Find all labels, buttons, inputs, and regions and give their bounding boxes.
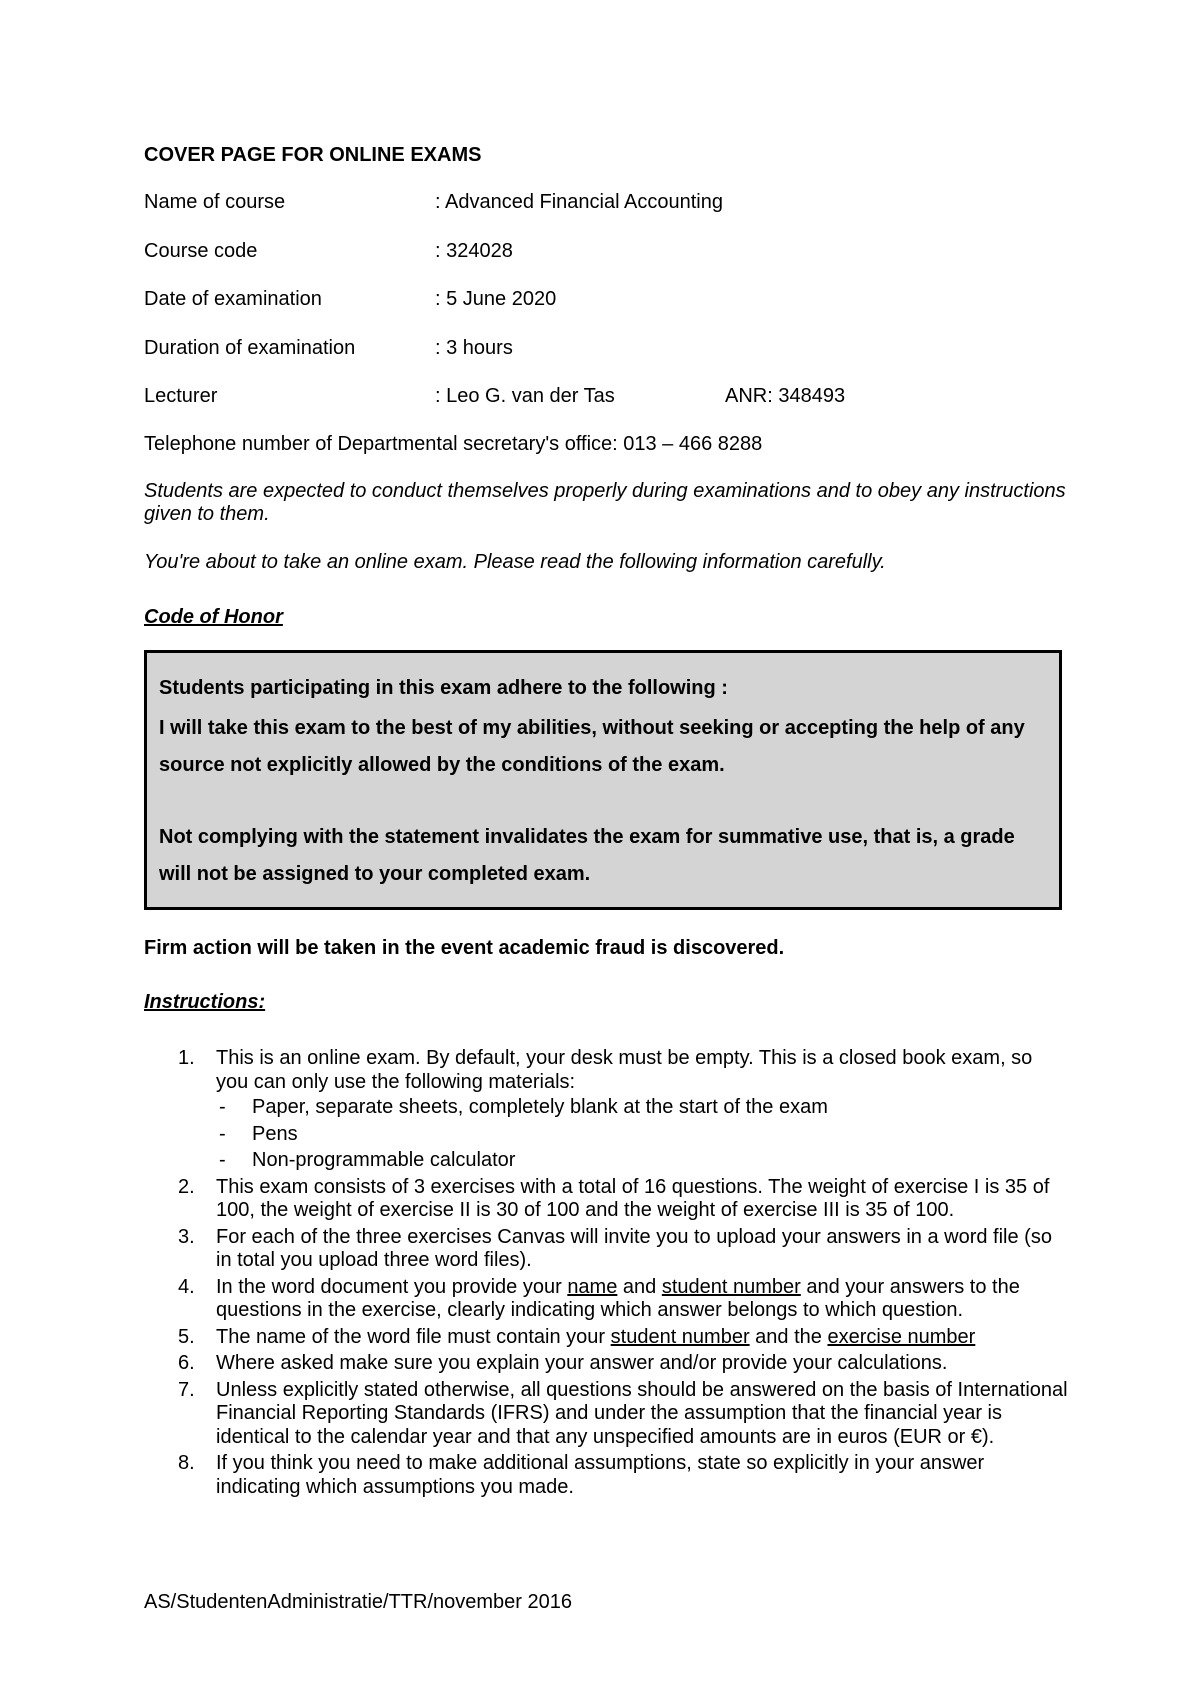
firm-action-notice: Firm action will be taken in the event academic fraud is discovered. <box>144 937 785 959</box>
instruction-item <box>144 1276 1069 1323</box>
read-carefully-notice: You're about to take an online exam. Please read the following information carefully. <box>144 551 886 573</box>
honor-pledge: I will take this exam to the best of my abilities, without seeking or accepting the help of any source not explicitly allowed by the conditions of the exam. <box>159 717 1025 776</box>
footer-reference: AS/StudentenAdministratie/TTR/november 2016 <box>144 1591 572 1613</box>
instruction-text: In the word document you provide your <box>216 1275 568 1298</box>
exam-duration-label: Duration of examination <box>144 336 356 359</box>
underlined-term: exercise number <box>827 1325 976 1348</box>
instructions-list <box>144 1047 1069 1499</box>
instruction-number: 1. <box>178 1047 195 1069</box>
instruction-text: and your answers to the questions in the exercise, clearly indicating which answer belongs to which question. <box>216 1275 1020 1321</box>
underlined-term: name <box>567 1275 618 1298</box>
course-name-label: Name of course <box>144 191 286 213</box>
instruction-item <box>144 1326 1069 1350</box>
materials-list <box>216 1096 1069 1173</box>
instruction-number: 6. <box>178 1352 195 1374</box>
course-code-value: : 324028 <box>435 239 513 262</box>
instruction-number: 3. <box>178 1225 195 1248</box>
document-content <box>144 143 1069 1502</box>
lecturer-value: : Leo G. van der Tas <box>435 385 615 407</box>
secretary-phone: Telephone number of Departmental secretary's office: 013 – 466 8288 <box>144 433 763 455</box>
instruction-text: Where asked make sure you explain your answer and/or provide your calculations. <box>216 1352 948 1374</box>
dash-bullet: - <box>219 1149 226 1171</box>
material-text: Paper, separate sheets, completely blank at the start of the exam <box>252 1096 828 1118</box>
material-item <box>216 1149 1069 1173</box>
instruction-number: 7. <box>178 1378 195 1401</box>
instruction-item <box>144 1379 1069 1450</box>
lecturer-anr: ANR: 348493 <box>725 385 846 407</box>
material-item <box>216 1123 1069 1147</box>
instruction-text: The name of the word file must contain your <box>216 1325 611 1348</box>
instruction-item <box>144 1047 1069 1173</box>
instruction-item <box>144 1452 1069 1499</box>
instruction-item <box>144 1352 1069 1376</box>
dash-bullet: - <box>219 1096 226 1118</box>
instruction-number: 2. <box>178 1175 195 1198</box>
dash-bullet: - <box>219 1122 226 1145</box>
instruction-text: and the <box>749 1325 828 1348</box>
instruction-text: This is an online exam. By default, your desk must be empty. This is a closed book exam, so you can only use the following materials: <box>216 1047 1033 1093</box>
info-row-course-code <box>144 239 1069 263</box>
instruction-text: For each of the three exercises Canvas will invite you to upload your answers in a word file (so in total you upload three word files). <box>216 1225 1052 1271</box>
info-row-course-name <box>144 190 1069 214</box>
material-text: Pens <box>252 1122 298 1145</box>
underlined-term: student number <box>610 1325 750 1348</box>
conduct-notice: Students are expected to conduct themselves properly during examinations and to obey any instructions given to them. <box>144 480 1066 525</box>
exam-date-label: Date of examination <box>144 288 322 310</box>
honor-warning: Not complying with the statement invalidates the exam for summative use, that is, a grade will not be assigned to your completed exam. <box>159 826 1015 885</box>
material-item <box>216 1096 1069 1120</box>
instruction-text: Unless explicitly stated otherwise, all questions should be answered on the basis of International Financial Reporting Standards (IFRS) and under the assumption that the financial year is identical to the calendar year and that any unspecified amounts are in euros (EUR or €). <box>216 1378 1068 1448</box>
page-title: COVER PAGE FOR ONLINE EXAMS <box>144 144 482 166</box>
material-text: Non-programmable calculator <box>252 1149 516 1171</box>
instruction-number: 4. <box>178 1275 195 1298</box>
instructions-heading: Instructions: <box>144 991 266 1013</box>
exam-date-value: : 5 June 2020 <box>435 288 557 310</box>
instruction-number: 8. <box>178 1452 195 1474</box>
course-name-value: : Advanced Financial Accounting <box>435 191 723 213</box>
info-row-duration <box>144 336 1069 360</box>
code-of-honor-box <box>144 650 1062 910</box>
instruction-number: 5. <box>178 1325 195 1348</box>
info-row-lecturer <box>144 384 1069 408</box>
instruction-text: If you think you need to make additional assumptions, state so explicitly in your answer indicating which assumptions you made. <box>216 1452 985 1498</box>
instruction-item <box>144 1176 1069 1223</box>
honor-intro: Students participating in this exam adhere to the following : <box>159 677 728 699</box>
underlined-term: student number <box>661 1275 801 1298</box>
lecturer-label: Lecturer <box>144 385 218 407</box>
info-row-date <box>144 287 1069 311</box>
instruction-text: This exam consists of 3 exercises with a total of 16 questions. The weight of exercise I is 35 of 100, the weight of exercise II is 30 of 100 and the weight of exercise III is 35 of 100. <box>216 1175 1050 1221</box>
instruction-text: and <box>617 1275 662 1298</box>
honor-spacer <box>159 784 1047 819</box>
exam-duration-value: : 3 hours <box>435 336 513 359</box>
code-of-honor-heading: Code of Honor <box>144 606 283 628</box>
course-code-label: Course code <box>144 239 258 262</box>
instruction-item <box>144 1226 1069 1273</box>
